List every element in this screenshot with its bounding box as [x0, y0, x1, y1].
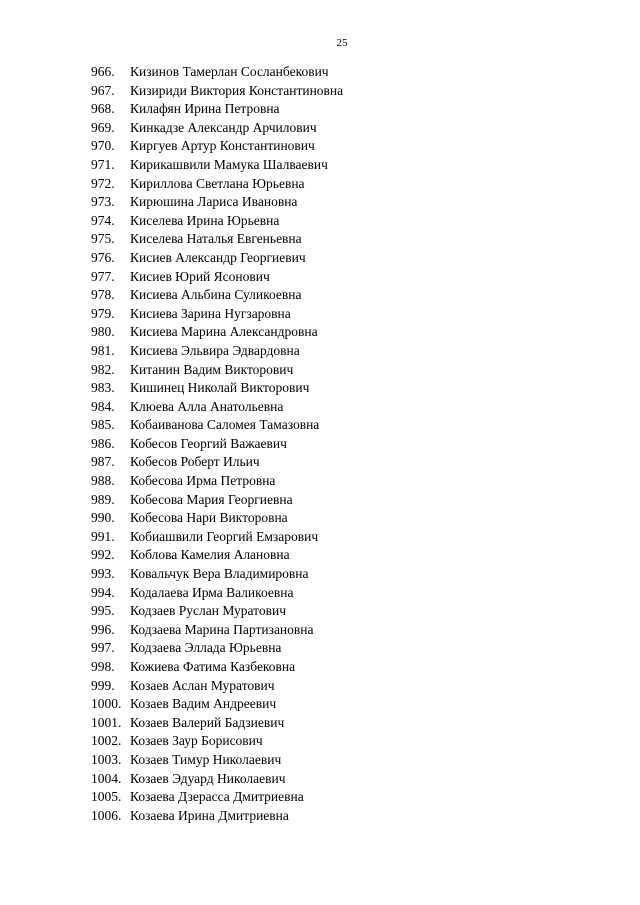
- list-item-number: 1005.: [91, 789, 122, 805]
- list-item: [91, 695, 343, 714]
- list-item-name: Кисиева Альбина Суликоевна: [130, 287, 302, 303]
- list-item-number: 975.: [91, 231, 115, 247]
- list-item: [91, 305, 343, 324]
- list-item: [91, 323, 343, 342]
- list-item-number: 993.: [91, 566, 115, 582]
- list-item: [91, 639, 343, 658]
- list-item-name: Козаев Валерий Бадзиевич: [130, 714, 285, 730]
- list-item-name: Козаева Дзерасса Дмитриевна: [130, 789, 304, 805]
- list-item-number: 970.: [91, 138, 115, 154]
- list-item: [91, 212, 343, 231]
- list-item: [91, 416, 343, 435]
- list-item-number: 977.: [91, 268, 115, 284]
- list-item-name: Кобиашвили Георгий Емзарович: [130, 528, 319, 544]
- list-item: [91, 230, 343, 249]
- list-item: [91, 361, 343, 380]
- list-item-name: Кобесова Ирма Петровна: [130, 473, 276, 489]
- page-number: 25: [336, 37, 348, 49]
- list-item-number: 998.: [91, 659, 115, 674]
- list-item-name: Кинкадзе Александр Арчилович: [130, 119, 317, 135]
- list-item-name: Китанин Вадим Викторович: [130, 361, 294, 377]
- list-item: [91, 565, 343, 584]
- list-item-name: Козаев Аслан Муратович: [130, 677, 275, 693]
- list-item-name: Ковальчук Вера Владимировна: [130, 566, 309, 582]
- list-item-number: 973.: [91, 194, 115, 210]
- list-item-name: Кисиев Юрий Ясонович: [130, 268, 270, 284]
- list-item-name: Кобаиванова Саломея Тамазовна: [130, 417, 320, 433]
- list-item-number: 985.: [91, 417, 115, 433]
- list-item-number: 990.: [91, 510, 115, 526]
- list-item-name: Кодзаев Руслан Муратович: [130, 603, 287, 619]
- list-item-name: Кобесов Роберт Ильич: [130, 454, 260, 470]
- list-item-number: 992.: [91, 547, 115, 563]
- list-item-name: Козаев Заур Борисович: [130, 733, 263, 749]
- list-item-name: Киселева Ирина Юрьевна: [130, 212, 280, 228]
- list-item-name: Кодзаева Марина Партизановна: [130, 621, 314, 637]
- list-item: [91, 621, 343, 640]
- list-item-number: 1003.: [91, 751, 122, 767]
- list-item-name: Кисиева Марина Александровна: [130, 324, 318, 340]
- list-item-name: Киргуев Артур Константинович: [130, 138, 315, 154]
- list-item: [91, 249, 343, 268]
- list-item-number: 968.: [91, 101, 115, 117]
- list-item-number: 988.: [91, 473, 115, 489]
- list-item-number: 967.: [91, 82, 115, 98]
- list-item-number: 982.: [91, 361, 115, 377]
- list-item-name: Кириллова Светлана Юрьевна: [130, 175, 305, 191]
- list-item-number: 971.: [91, 156, 115, 172]
- list-item: [91, 453, 343, 472]
- list-item: [91, 63, 343, 82]
- list-item-name: Кобесова Мария Георгиевна: [130, 491, 293, 507]
- list-item: [91, 435, 343, 454]
- list-item: [91, 509, 343, 528]
- list-item: [91, 398, 343, 417]
- list-item-number: 981.: [91, 342, 115, 358]
- list-item-number: 983.: [91, 380, 115, 396]
- list-item-number: 994.: [91, 584, 115, 600]
- list-item-number: 972.: [91, 175, 115, 191]
- list-item-name: Кисиева Эльвира Эдвардовна: [130, 342, 300, 358]
- list-item-number: 1001.: [91, 714, 122, 730]
- list-item-name: Клюева Алла Анатольевна: [130, 398, 284, 414]
- list-item-name: Кишинец Николай Викторович: [130, 380, 310, 396]
- list-item-number: 974.: [91, 212, 115, 228]
- list-item: [91, 268, 343, 287]
- list-item: [91, 584, 343, 603]
- list-item: [91, 732, 343, 751]
- list-item-name: Козаева Ирина Дмитриевна: [130, 807, 289, 823]
- list-item-number: 986.: [91, 435, 115, 451]
- list-item-name: Кисиева Зарина Нугзаровна: [130, 305, 291, 321]
- list-item-name: Кизинов Тамерлан Сосланбекович: [130, 64, 329, 79]
- list-item-name: Козаев Тимур Николаевич: [130, 751, 282, 767]
- list-item: [91, 788, 343, 807]
- list-item-number: 978.: [91, 287, 115, 303]
- list-item: [91, 528, 343, 547]
- list-item: [91, 714, 343, 733]
- list-item: [91, 770, 343, 789]
- list-item-number: 991.: [91, 528, 115, 544]
- list-item: [91, 807, 343, 826]
- list-item-number: 996.: [91, 621, 115, 637]
- list-item-number: 1000.: [91, 696, 122, 712]
- list-item-name: Кисиев Александр Георгиевич: [130, 249, 306, 265]
- list-item: [91, 751, 343, 770]
- list-item-number: 984.: [91, 398, 115, 414]
- list-item-name: Кодалаева Ирма Валикоевна: [130, 584, 294, 600]
- list-item-name: Коблова Камелия Алановна: [130, 547, 290, 563]
- list-item-number: 1006.: [91, 807, 122, 823]
- name-list: [91, 63, 343, 825]
- list-item: [91, 658, 343, 677]
- list-item: [91, 156, 343, 175]
- list-item: [91, 472, 343, 491]
- list-item-name: Кизириди Виктория Константиновна: [130, 82, 344, 98]
- list-item-number: 989.: [91, 491, 115, 507]
- list-item: [91, 491, 343, 510]
- list-item-name: Киселева Наталья Евгеньевна: [130, 231, 302, 247]
- list-item-number: 995.: [91, 603, 115, 619]
- list-item: [91, 193, 343, 212]
- list-item-number: 987.: [91, 454, 115, 470]
- list-item: [91, 119, 343, 138]
- list-item: [91, 342, 343, 361]
- list-item-number: 980.: [91, 324, 115, 340]
- list-item-name: Кобесова Нари Викторовна: [130, 510, 288, 526]
- list-item-name: Кожиева Фатима Казбековна: [130, 659, 296, 674]
- list-item-name: Килафян Ирина Петровна: [130, 101, 280, 117]
- list-item-name: Кирикашвили Мамука Шалваевич: [130, 156, 328, 172]
- list-item: [91, 546, 343, 565]
- list-item-number: 976.: [91, 249, 115, 265]
- list-item-number: 966.: [91, 64, 115, 79]
- list-item: [91, 286, 343, 305]
- list-item-number: 1002.: [91, 733, 122, 749]
- list-item: [91, 100, 343, 119]
- list-item: [91, 82, 343, 101]
- list-item-number: 1004.: [91, 770, 122, 786]
- list-item-number: 997.: [91, 640, 115, 656]
- list-item-number: 999.: [91, 677, 115, 693]
- list-item: [91, 379, 343, 398]
- list-item-name: Козаев Эдуард Николаевич: [130, 770, 286, 786]
- list-item-name: Кирюшина Лариса Ивановна: [130, 194, 298, 210]
- list-item-number: 979.: [91, 305, 115, 321]
- list-item-name: Козаев Вадим Андреевич: [130, 696, 277, 712]
- list-item: [91, 602, 343, 621]
- list-item-number: 969.: [91, 119, 115, 135]
- list-item: [91, 137, 343, 156]
- list-item-name: Кобесов Георгий Важаевич: [130, 435, 287, 451]
- list-item-name: Кодзаева Эллада Юрьевна: [130, 640, 282, 656]
- list-item: [91, 175, 343, 194]
- list-item: [91, 677, 343, 696]
